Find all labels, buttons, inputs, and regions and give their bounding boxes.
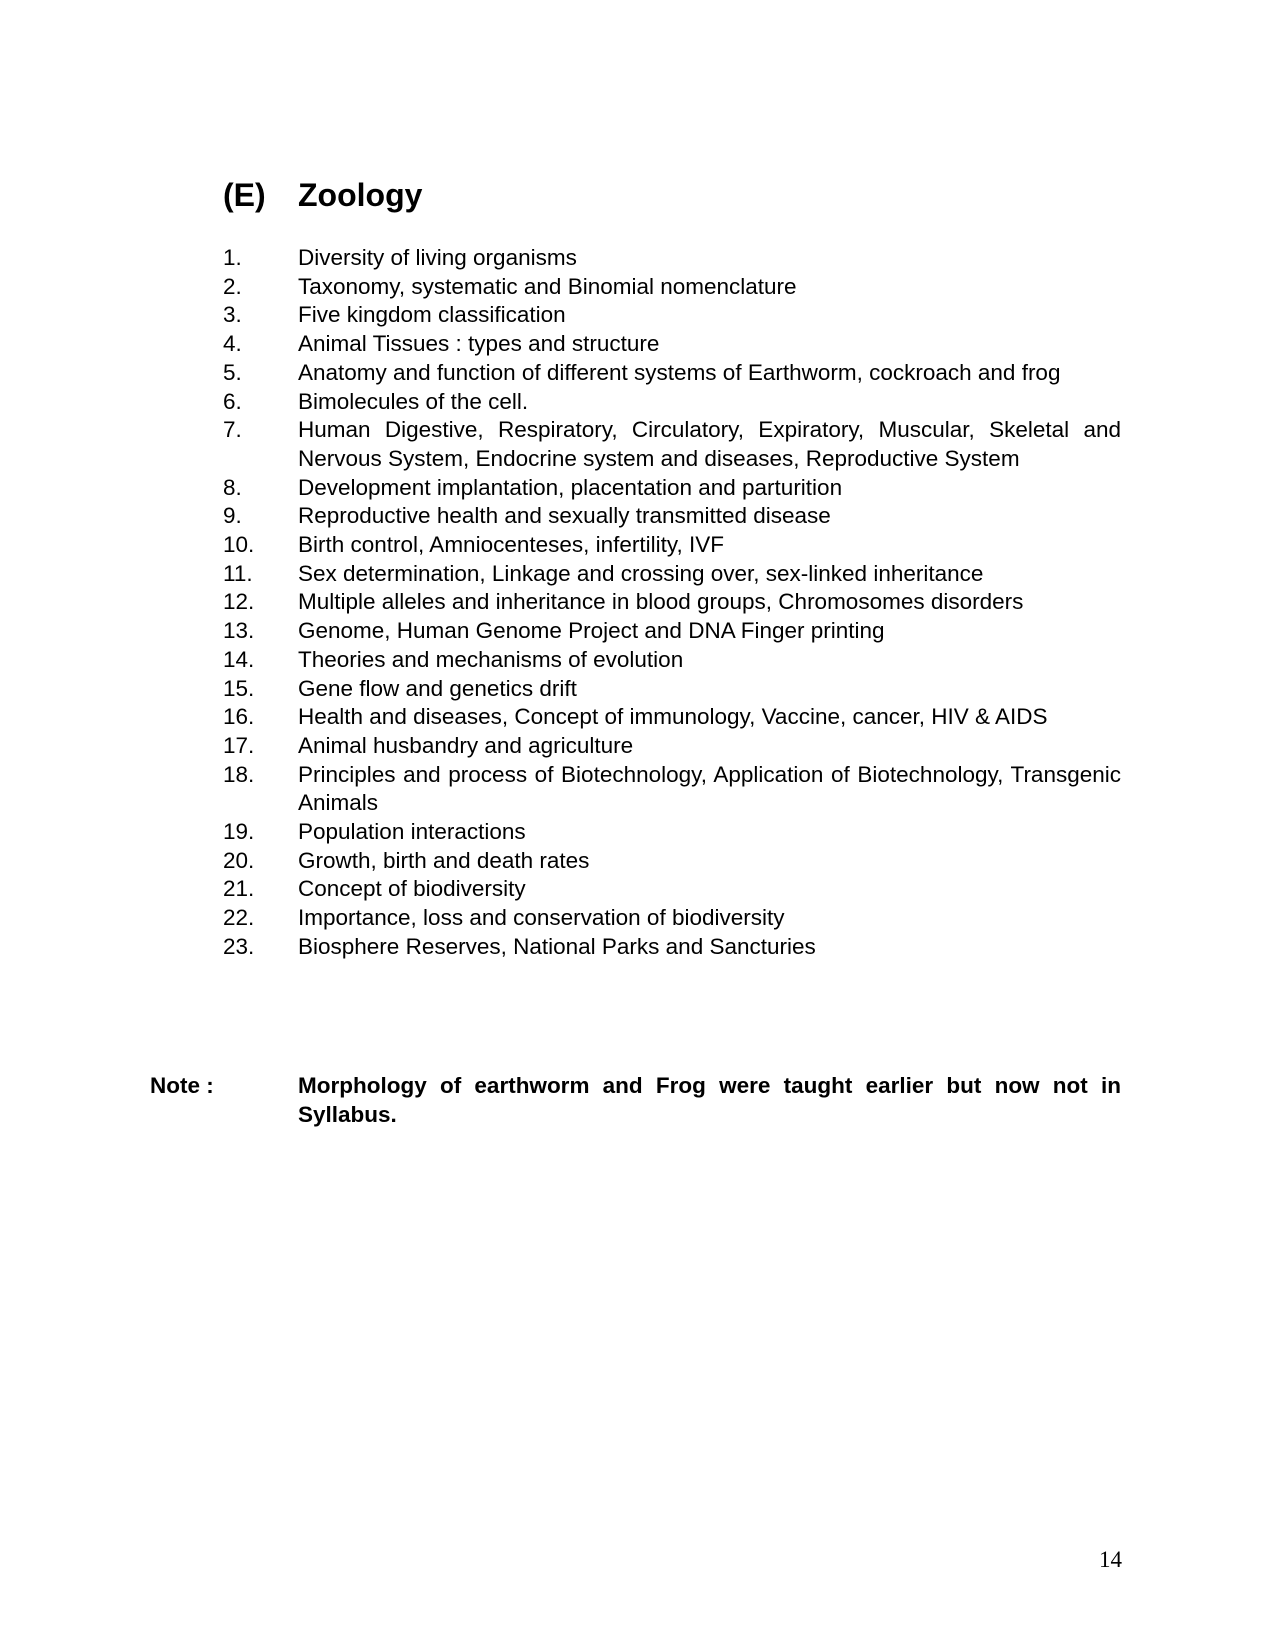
list-item-text: Genome, Human Genome Project and DNA Finger printing (298, 618, 885, 644)
list-item-number: 5. (223, 359, 242, 385)
list-item-text: Sex determination, Linkage and crossing over, sex-linked inheritance (298, 560, 984, 586)
list-item (223, 502, 1121, 531)
list-item (223, 531, 1121, 560)
list-item-number: 10. (223, 532, 255, 558)
list-item-number: 23. (223, 933, 255, 959)
note-label: Note : (150, 1073, 214, 1098)
list-item-text: Diversity of living organisms (298, 245, 577, 270)
list-item-text: Taxonomy, systematic and Binomial nomenclature (298, 273, 797, 299)
list-item-text: Animal Tissues : types and structure (298, 331, 660, 357)
note-text: Morphology of earthworm and Frog were taught earlier but now not in Syllabus. (298, 1073, 1121, 1127)
list-item (223, 875, 1121, 904)
list-item-number: 21. (223, 876, 255, 902)
section-title: Zoology (298, 177, 423, 213)
list-item-text: Human Digestive, Respiratory, Circulatory, Expiratory, Muscular, Skeletal and Nervous System, Endocrine system and diseases, Reproductive System (298, 417, 1121, 471)
list-item (223, 732, 1121, 761)
list-item-text: Concept of biodiversity (298, 876, 526, 902)
list-item-number: 17. (223, 732, 255, 758)
list-item (223, 761, 1121, 818)
list-item-number: 1. (223, 245, 242, 270)
list-item-number: 19. (223, 819, 255, 845)
list-item-number: 22. (223, 905, 255, 931)
list-item (223, 388, 1121, 417)
list-item-number: 4. (223, 331, 242, 357)
list-item (223, 818, 1121, 847)
list-item-text: Health and diseases, Concept of immunology, Vaccine, cancer, HIV & AIDS (298, 704, 1048, 730)
list-item (223, 703, 1121, 732)
list-item-number: 13. (223, 618, 255, 644)
list-item-text: Birth control, Amniocenteses, infertility, IVF (298, 532, 724, 558)
list-item-text: Multiple alleles and inheritance in blood groups, Chromosomes disorders (298, 589, 1024, 615)
list-item-text: Animal husbandry and agriculture (298, 732, 634, 758)
note (150, 1071, 1121, 1129)
list-item-number: 3. (223, 302, 242, 328)
list-item (223, 675, 1121, 704)
list-item (223, 933, 1121, 962)
list-item-text: Biosphere Reserves, National Parks and Sancturies (298, 933, 816, 959)
list-item (223, 847, 1121, 876)
list-item-text: Development implantation, placentation and parturition (298, 474, 843, 500)
list-item (223, 646, 1121, 675)
list-item-number: 9. (223, 503, 242, 529)
list-item-number: 6. (223, 388, 242, 414)
list-item (223, 904, 1121, 933)
list-item (223, 359, 1121, 388)
list-item-number: 20. (223, 847, 255, 873)
page-number: 14 (1099, 1547, 1122, 1572)
section-letter: (E) (223, 177, 266, 213)
list-item-number: 2. (223, 273, 242, 299)
list-item (223, 273, 1121, 302)
list-item-text: Principles and process of Biotechnology, Application of Biotechnology, Transgenic Animals (298, 761, 1121, 816)
list-item (223, 416, 1121, 473)
list-item-text: Growth, birth and death rates (298, 847, 590, 873)
list-item (223, 301, 1121, 330)
list-item-number: 12. (223, 589, 255, 615)
list-item-number: 8. (223, 474, 242, 500)
list-item-number: 18. (223, 761, 255, 787)
list-item (223, 330, 1121, 359)
list-item-number: 15. (223, 675, 255, 701)
list-item-text: Five kingdom classification (298, 302, 566, 328)
list-item-text: Population interactions (298, 819, 526, 845)
list-item-text: Bimolecules of the cell. (298, 388, 529, 414)
list-item-text: Reproductive health and sexually transmitted disease (298, 503, 831, 529)
list-item (223, 474, 1121, 503)
list-item-text: Anatomy and function of different systems of Earthworm, cockroach and frog (298, 359, 1061, 385)
list-item-text: Theories and mechanisms of evolution (298, 646, 684, 672)
list-item-text: Gene flow and genetics drift (298, 675, 577, 701)
list-item (223, 588, 1121, 617)
list-item (223, 244, 1121, 273)
list-item-number: 11. (223, 560, 253, 586)
list-item-text: Importance, loss and conservation of biodiversity (298, 905, 785, 931)
list-item-number: 7. (223, 417, 242, 443)
list-item (223, 560, 1121, 589)
list-item (223, 617, 1121, 646)
list-item-number: 16. (223, 704, 255, 730)
list-item-number: 14. (223, 646, 255, 672)
topic-list (223, 244, 1121, 962)
